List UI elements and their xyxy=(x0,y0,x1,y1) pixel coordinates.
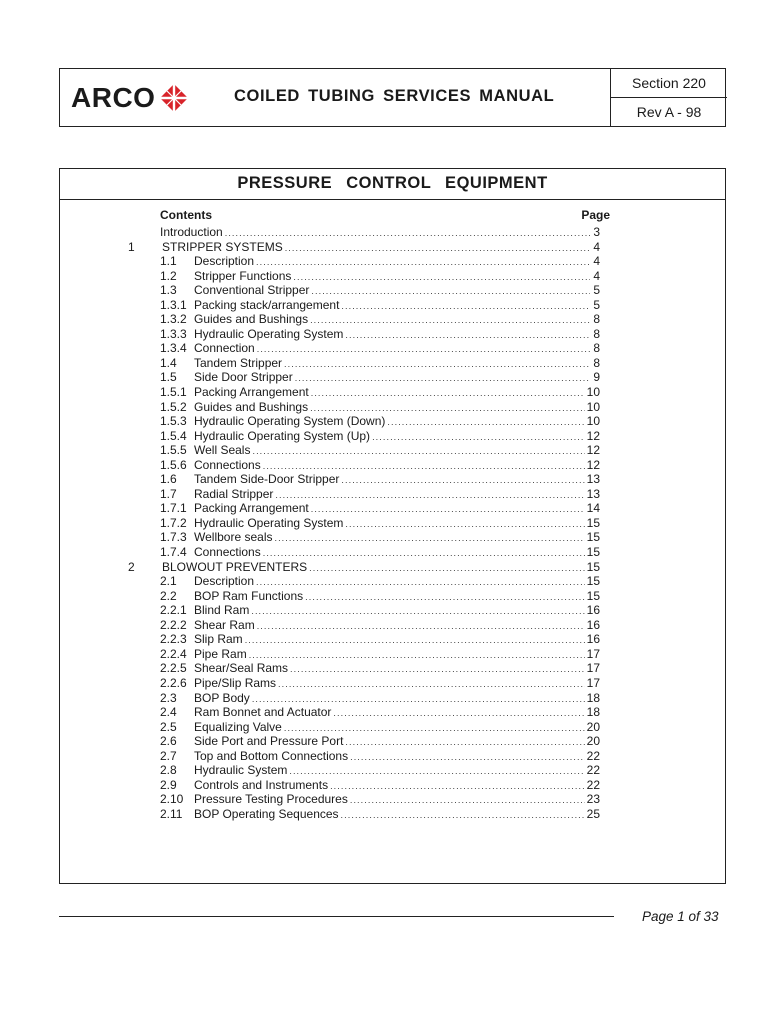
toc-entry-page: 10 xyxy=(586,399,600,414)
toc-entry-title: Pipe/Slip Rams xyxy=(194,675,277,690)
toc-entry-number: 2.2.2 xyxy=(160,617,187,632)
toc-entry-title: Hydraulic Operating System (Up) xyxy=(194,428,371,443)
toc-entry xyxy=(128,400,600,415)
toc-entry-number: 2.2.3 xyxy=(160,632,187,647)
toc-entry-number: 1.3.1 xyxy=(160,297,187,312)
toc-entry-page: 17 xyxy=(586,661,600,676)
toc-dot-leader xyxy=(263,459,585,474)
toc-entry xyxy=(128,254,600,269)
toc-entry-page: 23 xyxy=(586,792,600,807)
toc-entry-title: Description xyxy=(194,254,255,269)
toc-entry-number: 2.2.4 xyxy=(160,646,187,661)
toc-dot-leader xyxy=(252,692,585,707)
toc-entry xyxy=(128,792,600,807)
toc-entry-page: 10 xyxy=(586,414,600,429)
toc-entry-title: Pipe Ram xyxy=(194,646,247,661)
toc-dot-leader xyxy=(330,779,585,794)
toc-entry-title: Description xyxy=(194,574,255,589)
toc-entry xyxy=(128,240,600,255)
toc-entry-page: 8 xyxy=(593,326,600,341)
toc-entry-title: Shear/Seal Rams xyxy=(194,661,289,676)
toc-entry-title: Well Seals xyxy=(194,443,251,458)
toc-dot-leader xyxy=(285,241,590,256)
toc-dot-leader xyxy=(278,677,585,692)
toc-entry xyxy=(128,487,600,502)
toc-entry-number: 1.6 xyxy=(160,472,177,487)
toc-entry xyxy=(128,472,600,487)
toc-entry-number: 1.5 xyxy=(160,370,177,385)
toc-entry xyxy=(128,443,600,458)
contents-header-row xyxy=(160,208,610,222)
toc-entry-title: STRIPPER SYSTEMS xyxy=(162,239,283,254)
section-number: Section 220 xyxy=(611,69,727,98)
toc-entry-page: 16 xyxy=(586,632,600,647)
toc-entry-number: 2.10 xyxy=(160,792,184,807)
toc-dot-leader xyxy=(290,662,585,677)
toc-entry-number: 1.7.1 xyxy=(160,501,187,516)
toc-entry-title: Connections xyxy=(194,545,261,560)
toc-entry xyxy=(128,225,600,240)
toc-dot-leader xyxy=(387,415,584,430)
toc-entry-number: 1.7 xyxy=(160,486,177,501)
toc-entry xyxy=(128,545,600,560)
toc-entry-number: 2.7 xyxy=(160,748,177,763)
toc-entry xyxy=(128,705,600,720)
toc-entry xyxy=(128,341,600,356)
toc-entry-number: 1.3.4 xyxy=(160,341,187,356)
toc-entry-page: 4 xyxy=(593,239,600,254)
page-column-label: Page xyxy=(581,208,610,222)
toc-entry xyxy=(128,530,600,545)
toc-entry-number: 2 xyxy=(128,559,135,574)
toc-entry xyxy=(128,647,600,662)
toc-entry xyxy=(128,807,600,822)
toc-entry-number: 1.7.3 xyxy=(160,530,187,545)
arco-diamond-icon xyxy=(159,83,189,113)
toc-dot-leader xyxy=(305,590,584,605)
toc-dot-leader xyxy=(311,502,585,517)
toc-entry xyxy=(128,691,600,706)
toc-dot-leader xyxy=(249,648,585,663)
toc-entry-page: 3 xyxy=(593,225,600,239)
toc-entry-number: 2.2.6 xyxy=(160,675,187,690)
toc-entry-title: Guides and Bushings xyxy=(194,312,309,327)
toc-entry-title: Tandem Stripper xyxy=(194,355,283,370)
toc-entry-title: Radial Stripper xyxy=(194,486,274,501)
toc-entry-number: 1.3 xyxy=(160,283,177,298)
toc-entry xyxy=(128,676,600,691)
toc-entry-title: Hydraulic Operating System (Down) xyxy=(194,414,386,429)
toc-entry-number: 2.9 xyxy=(160,777,177,792)
toc-entry-page: 12 xyxy=(586,428,600,443)
toc-entry-title: Guides and Bushings xyxy=(194,399,309,414)
toc-entry-page: 4 xyxy=(593,268,600,283)
toc-entry-title: Hydraulic Operating System xyxy=(194,326,344,341)
toc-dot-leader xyxy=(274,531,584,546)
toc-entry-number: 2.11 xyxy=(160,806,183,821)
toc-entry-page: 5 xyxy=(593,283,600,298)
toc-entry-page: 22 xyxy=(586,777,600,792)
toc-entry xyxy=(128,603,600,618)
toc-entry-number: 2.5 xyxy=(160,719,177,734)
toc-entry-page: 15 xyxy=(586,545,600,560)
toc-entry-page: 15 xyxy=(586,515,600,530)
toc-entry-page: 16 xyxy=(586,617,600,632)
toc-dot-leader xyxy=(256,575,585,590)
toc-entry-title: Introduction xyxy=(160,225,223,239)
toc-entry xyxy=(128,370,600,385)
toc-entry-page: 10 xyxy=(586,385,600,400)
toc-entry xyxy=(128,516,600,531)
toc-entry xyxy=(128,501,600,516)
toc-entry-page: 18 xyxy=(586,705,600,720)
toc-dot-leader xyxy=(345,735,584,750)
toc-entry-page: 8 xyxy=(593,355,600,370)
toc-entry-title: Hydraulic Operating System xyxy=(194,515,344,530)
toc-entry-page: 8 xyxy=(593,312,600,327)
toc-entry-number: 1.1 xyxy=(160,254,177,269)
toc-entry-title: Ram Bonnet and Actuator xyxy=(194,705,332,720)
toc-entry-title: Conventional Stripper xyxy=(194,283,310,298)
toc-entry-title: BOP Body xyxy=(194,690,250,705)
footer-rule xyxy=(59,916,614,917)
toc-entry-number: 1.5.5 xyxy=(160,443,187,458)
toc-entry-page: 15 xyxy=(586,574,600,589)
toc-entry-number: 1.5.6 xyxy=(160,457,187,472)
toc-entry-number: 2.1 xyxy=(160,574,177,589)
toc-entry xyxy=(128,298,600,313)
toc-dot-leader xyxy=(293,270,590,285)
toc-entry-page: 5 xyxy=(593,297,600,312)
toc-dot-leader xyxy=(311,386,585,401)
toc-dot-leader xyxy=(372,430,585,445)
document-title: PRESSURE CONTROL EQUIPMENT xyxy=(60,169,725,200)
toc-dot-leader xyxy=(275,488,584,503)
toc-dot-leader xyxy=(245,633,585,648)
toc-dot-leader xyxy=(311,284,590,299)
toc-dot-leader xyxy=(341,299,590,314)
toc-entry-title: BLOWOUT PREVENTERS xyxy=(162,559,308,574)
arco-logo xyxy=(71,82,189,114)
toc-entry-page: 15 xyxy=(586,559,600,574)
toc-entry-number: 1.5.1 xyxy=(160,385,187,400)
toc-entry-title: Packing Arrangement xyxy=(194,501,309,516)
toc-entry-page: 15 xyxy=(586,530,600,545)
toc-entry-page: 9 xyxy=(593,370,600,385)
toc-dot-leader xyxy=(225,226,590,241)
toc-entry-number: 2.8 xyxy=(160,763,177,778)
toc-entry-number: 2.2 xyxy=(160,588,177,603)
toc-entry-title: Side Port and Pressure Port xyxy=(194,734,344,749)
toc-entry-title: Hydraulic System xyxy=(194,763,288,778)
toc-dot-leader xyxy=(345,517,584,532)
toc-dot-leader xyxy=(341,808,585,823)
toc-entry-number: 2.2.5 xyxy=(160,661,187,676)
toc-entry-page: 22 xyxy=(586,748,600,763)
toc-entry xyxy=(128,632,600,647)
toc-entry-title: Slip Ram xyxy=(194,632,243,647)
toc-entry-number: 1.5.3 xyxy=(160,414,187,429)
toc-entry-number: 1.7.2 xyxy=(160,515,187,530)
toc-dot-leader xyxy=(341,473,584,488)
toc-entry-number: 1.5.4 xyxy=(160,428,187,443)
toc-dot-leader xyxy=(256,255,590,270)
toc-entry-title: Connections xyxy=(194,457,261,472)
toc-entry-page: 16 xyxy=(586,603,600,618)
toc-entry-page: 13 xyxy=(586,472,600,487)
toc-dot-leader xyxy=(350,793,585,808)
toc-dot-leader xyxy=(284,357,590,372)
toc-entry-title: BOP Operating Sequences xyxy=(194,806,339,821)
page-indicator: Page 1 of 33 xyxy=(642,909,719,924)
toc-dot-leader xyxy=(310,401,585,416)
toc-entry-title: Tandem Side-Door Stripper xyxy=(194,472,340,487)
toc-dot-leader xyxy=(310,313,590,328)
toc-entry-number: 2.4 xyxy=(160,705,177,720)
section-revision-block xyxy=(610,69,727,126)
manual-title: COILED TUBING SERVICES MANUAL xyxy=(234,87,555,105)
toc-entry-number: 2.3 xyxy=(160,690,177,705)
toc-entry-title: Shear Ram xyxy=(194,617,255,632)
toc-dot-leader xyxy=(345,328,590,343)
toc-entry-title: Equalizing Valve xyxy=(194,719,282,734)
table-of-contents xyxy=(128,225,600,821)
toc-entry xyxy=(128,661,600,676)
toc-entry xyxy=(128,778,600,793)
toc-entry-page: 12 xyxy=(586,443,600,458)
toc-dot-leader xyxy=(309,561,585,576)
toc-entry-title: Stripper Functions xyxy=(194,268,292,283)
toc-entry xyxy=(128,356,600,371)
toc-entry xyxy=(128,414,600,429)
toc-entry xyxy=(128,429,600,444)
toc-entry-number: 1 xyxy=(128,239,135,254)
toc-entry-page: 22 xyxy=(586,763,600,778)
toc-entry xyxy=(128,283,600,298)
toc-entry-number: 1.3.2 xyxy=(160,312,187,327)
toc-entry-page: 8 xyxy=(593,341,600,356)
toc-entry-page: 17 xyxy=(586,646,600,661)
toc-entry xyxy=(128,574,600,589)
toc-entry-title: Wellbore seals xyxy=(194,530,273,545)
toc-dot-leader xyxy=(251,604,584,619)
toc-entry-title: Connection xyxy=(194,341,255,356)
toc-entry-page: 14 xyxy=(586,501,600,516)
toc-dot-leader xyxy=(263,546,585,561)
toc-entry-page: 25 xyxy=(586,806,600,821)
toc-entry-title: Controls and Instruments xyxy=(194,777,329,792)
toc-entry-title: BOP Ram Functions xyxy=(194,588,304,603)
toc-entry-title: Side Door Stripper xyxy=(194,370,293,385)
toc-entry-page: 13 xyxy=(586,486,600,501)
toc-entry-number: 1.2 xyxy=(160,268,177,283)
toc-entry-page: 17 xyxy=(586,675,600,690)
toc-entry-title: Packing stack/arrangement xyxy=(194,297,340,312)
toc-entry xyxy=(128,618,600,633)
toc-dot-leader xyxy=(284,721,585,736)
toc-dot-leader xyxy=(333,706,584,721)
toc-entry-number: 2.2.1 xyxy=(160,603,187,618)
document-header xyxy=(59,68,726,127)
toc-entry xyxy=(128,720,600,735)
toc-entry-number: 1.3.3 xyxy=(160,326,187,341)
toc-entry-title: Top and Bottom Connections xyxy=(194,748,349,763)
toc-entry-number: 1.4 xyxy=(160,355,177,370)
toc-entry-number: 1.7.4 xyxy=(160,545,187,560)
toc-entry xyxy=(128,312,600,327)
toc-dot-leader xyxy=(289,764,584,779)
toc-entry-number: 1.5.2 xyxy=(160,399,187,414)
toc-entry xyxy=(128,327,600,342)
toc-entry xyxy=(128,734,600,749)
toc-entry-page: 15 xyxy=(586,588,600,603)
toc-entry xyxy=(128,763,600,778)
toc-entry-title: Blind Ram xyxy=(194,603,250,618)
toc-entry xyxy=(128,269,600,284)
toc-dot-leader xyxy=(252,444,584,459)
revision-label: Rev A - 98 xyxy=(636,104,702,120)
toc-dot-leader xyxy=(257,619,585,634)
logo-text: ARCO xyxy=(71,82,156,113)
toc-entry-page: 20 xyxy=(586,719,600,734)
toc-entry-title: Pressure Testing Procedures xyxy=(194,792,348,807)
toc-dot-leader xyxy=(257,342,590,357)
toc-entry-title: Packing Arrangement xyxy=(194,385,309,400)
toc-entry xyxy=(128,458,600,473)
toc-entry-page: 20 xyxy=(586,734,600,749)
toc-entry xyxy=(128,589,600,604)
toc-entry-page: 12 xyxy=(586,457,600,472)
contents-label: Contents xyxy=(160,208,212,222)
toc-entry xyxy=(128,749,600,764)
toc-entry-number: 2.6 xyxy=(160,734,177,749)
toc-entry-page: 4 xyxy=(593,254,600,269)
toc-dot-leader xyxy=(295,371,590,386)
toc-dot-leader xyxy=(350,750,585,765)
toc-entry-page: 18 xyxy=(586,690,600,705)
toc-entry xyxy=(128,560,600,575)
toc-entry xyxy=(128,385,600,400)
contents-panel xyxy=(59,168,726,884)
